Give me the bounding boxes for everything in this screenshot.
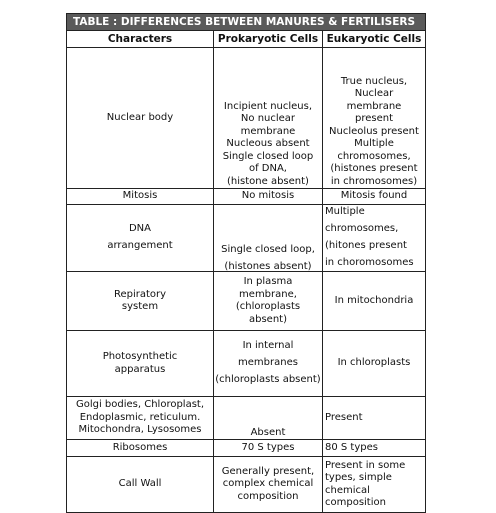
cell-eukaryotic: In chloroplasts xyxy=(337,357,411,369)
table-row xyxy=(67,189,425,205)
cell-eukaryotic: Mitosis found xyxy=(340,190,408,202)
cell-prokaryotic: Absent xyxy=(214,397,323,439)
cell-eukaryotic: In mitochondria xyxy=(334,294,414,306)
cell-eukaryotic: Present in some types, simple chemical composition xyxy=(325,459,406,508)
table-row xyxy=(67,48,425,189)
table-row xyxy=(67,272,425,331)
table-row xyxy=(67,440,425,457)
cell-character: Mitosis xyxy=(67,189,214,204)
table-title: TABLE : DIFFERENCES BETWEEN MANURES & FERTILISERS xyxy=(67,14,425,31)
cell-prokaryotic: Incipient nucleus, No nuclear membrane Nucleous absent Single closed loop of DNA, (histone absent) xyxy=(214,48,323,188)
table-row xyxy=(67,331,425,397)
header-characters: Characters xyxy=(67,31,214,47)
cell-eukaryotic: 80 S types xyxy=(325,441,378,453)
cell-character: Nuclear body xyxy=(67,48,214,188)
cell-character: Golgi bodies, Chloroplast, Endoplasmic, reticulum. Mitochondra, Lysosomes xyxy=(67,397,214,439)
cell-eukaryotic: Multiple chromosomes, (hitones present in choromosomes xyxy=(325,206,414,269)
table-row xyxy=(67,397,425,440)
cell-prokaryotic: Single closed loop, (histones absent) xyxy=(214,205,323,271)
header-prokaryotic: Prokaryotic Cells xyxy=(214,31,323,47)
cell-character: Call Wall xyxy=(67,457,214,512)
cell-prokaryotic: 70 S types xyxy=(214,440,323,456)
table-row xyxy=(67,457,425,512)
header-row xyxy=(67,31,425,48)
cell-prokaryotic: In internal membranes (chloroplasts absent) xyxy=(214,331,323,396)
comparison-table xyxy=(66,13,426,513)
cell-character: Ribosomes xyxy=(67,440,214,456)
cell-eukaryotic: True nucleus, Nuclear membrane present Nucleolus present Multiple chromosomes, (histones present in chromosomes) xyxy=(329,75,419,187)
table-row xyxy=(67,205,425,272)
cell-character: DNA arrangement xyxy=(67,205,214,271)
cell-character: Photosynthetic apparatus xyxy=(67,331,214,396)
cell-prokaryotic: No mitosis xyxy=(214,189,323,204)
header-eukaryotic: Eukaryotic Cells xyxy=(326,32,422,45)
cell-prokaryotic: In plasma membrane, (chloroplasts absent) xyxy=(214,272,323,330)
cell-eukaryotic: Present xyxy=(325,411,363,423)
cell-character: Repiratory system xyxy=(67,272,214,330)
cell-prokaryotic: Generally present, complex chemical composition xyxy=(214,457,323,512)
